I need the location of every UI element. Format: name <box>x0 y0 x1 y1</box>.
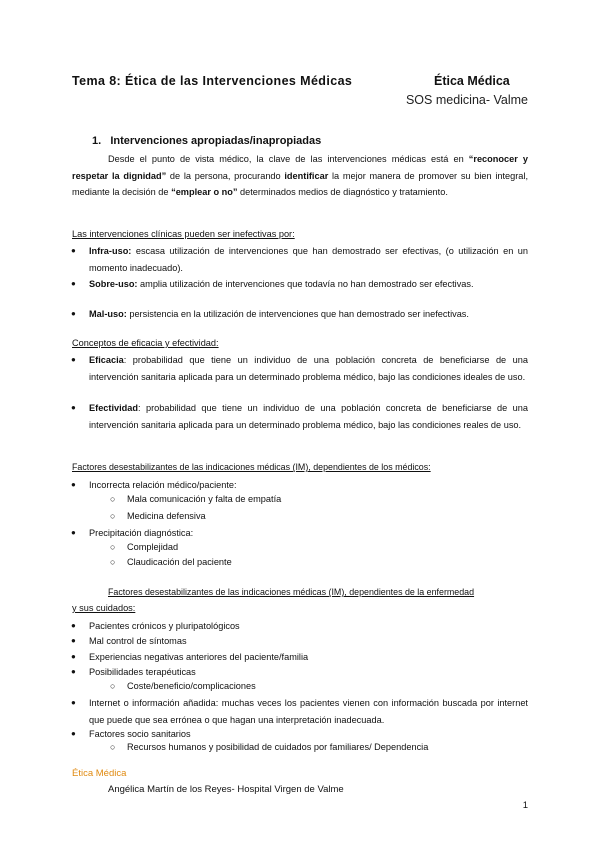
factors-disease-heading-cont: y sus cuidados: <box>72 603 136 613</box>
item-text: : probabilidad que tiene un individuo de una población concreta de beneficiarse de una intervención sanitaria aplicada para un determinado problema médico, bajo las condiciones ideales de uso. <box>89 355 528 382</box>
circle-bullet-icon: ○ <box>110 511 116 521</box>
item-text: escasa utilización de intervenciones que han demostrado ser efectivas, (o utilización en un momento inadecuado). <box>89 246 528 273</box>
item-text: persistencia en la utilización de intervenciones que han demostrado ser inefectivas. <box>126 309 469 319</box>
list-item <box>71 633 528 650</box>
bullet-icon: ● <box>71 698 76 707</box>
sub-list-item <box>110 681 256 691</box>
list-item <box>71 477 528 494</box>
item-text: Recursos humanos y posibilidad de cuidados por familiares/ Dependencia <box>127 742 429 752</box>
item-text: Posibilidades terapéuticas <box>89 667 196 677</box>
sub-list-item <box>110 511 206 521</box>
list-item <box>71 243 528 276</box>
factors-doctors-heading: Factores desestabilizantes de las indicaciones médicas (IM), dependientes de los médicos: <box>72 462 431 472</box>
item-text: Precipitación diagnóstica: <box>89 528 194 538</box>
list-item <box>71 726 528 743</box>
list-item <box>71 695 528 728</box>
item-text: Complejidad <box>127 542 179 552</box>
item-text: Experiencias negativas anteriores del paciente/familia <box>89 652 309 662</box>
footer-brand: Ética Médica <box>72 768 127 779</box>
bullet-icon: ● <box>71 667 76 676</box>
bullet-icon: ● <box>71 636 76 645</box>
circle-bullet-icon: ○ <box>110 681 116 691</box>
bullet-icon: ● <box>71 652 76 661</box>
list-item <box>71 400 528 433</box>
circle-bullet-icon: ○ <box>110 542 116 552</box>
intro-text: de la persona, procurando <box>166 170 285 181</box>
intro-bold: identificar <box>284 170 329 181</box>
bullet-icon: ● <box>71 246 76 255</box>
item-text: amplia utilización de intervenciones que todavía no han demostrado ser efectivas. <box>137 279 474 289</box>
sub-list-item <box>110 494 282 504</box>
item-text: Coste/beneficio/complicaciones <box>127 681 256 691</box>
footer-author: Angélica Martín de los Reyes- Hospital Virgen de Valme <box>108 784 344 795</box>
section-title: Intervenciones apropiadas/inapropiadas <box>110 135 322 147</box>
item-term: Infra-uso: <box>89 246 132 256</box>
ineffective-heading: Las intervenciones clínicas pueden ser inefectivas por: <box>72 229 295 239</box>
factors-disease-heading: Factores desestabilizantes de las indicaciones médicas (IM), dependientes de la enfermedad <box>108 587 475 597</box>
page-number: 1 <box>522 800 528 811</box>
header-subtitle: SOS medicina- Valme <box>405 93 528 107</box>
bullet-icon: ● <box>71 355 76 364</box>
intro-bold: “emplear o no” <box>171 187 238 197</box>
circle-bullet-icon: ○ <box>110 494 116 504</box>
document-title: Tema 8: Ética de las Intervenciones Médicas <box>72 74 353 88</box>
sub-list-item <box>110 542 179 552</box>
intro-text: determinados medios de diagnóstico y tratamiento. <box>237 187 448 197</box>
item-text: Mal control de síntomas <box>89 636 187 646</box>
list-item <box>71 352 528 385</box>
bullet-icon: ● <box>71 528 76 537</box>
intro-bold: “reconocer y respetar la dignidad” <box>72 154 528 181</box>
item-text: Mala comunicación y falta de empatía <box>127 494 282 504</box>
bullet-icon: ● <box>71 309 76 318</box>
concepts-heading: Conceptos de eficacia y efectividad: <box>72 338 219 348</box>
bullet-icon: ● <box>71 279 76 288</box>
bullet-icon: ● <box>71 729 76 738</box>
item-text: : probabilidad que tiene un individuo de una población concreta de beneficiarse de una intervención sanitaria aplicada para un determinado problema médico, bajo las condiciones reales de uso. <box>89 403 528 430</box>
item-term: Eficacia <box>89 355 124 365</box>
sub-list-item <box>110 557 232 567</box>
bullet-icon: ● <box>71 480 76 489</box>
intro-paragraph <box>72 151 528 201</box>
intro-text: Desde el punto de vista médico, la clave de las intervenciones médicas está en <box>108 154 469 164</box>
item-text: Pacientes crónicos y pluripatológicos <box>89 621 240 631</box>
list-item <box>71 664 528 681</box>
list-item <box>71 276 528 293</box>
item-text: Internet o información añadida: muchas veces los pacientes vienen con información buscada por internet que puede que sea errónea o que hagan una interpretación inadecuada. <box>89 698 528 725</box>
item-term: Mal-uso: <box>89 309 127 319</box>
item-text: Factores socio sanitarios <box>89 729 191 739</box>
circle-bullet-icon: ○ <box>110 742 116 752</box>
list-item <box>71 525 528 542</box>
bullet-icon: ● <box>71 403 76 412</box>
item-text: Medicina defensiva <box>127 511 206 521</box>
section-number: 1. <box>92 135 102 147</box>
circle-bullet-icon: ○ <box>110 557 116 567</box>
item-term: Sobre-uso: <box>89 279 138 289</box>
list-item <box>71 306 528 323</box>
bullet-icon: ● <box>71 621 76 630</box>
sub-list-item <box>110 742 429 752</box>
intro-text: la mejor manera de promover su bien integral, mediante la decisión de <box>72 170 529 197</box>
item-term: Efectividad <box>89 403 139 413</box>
header-brand: Ética Médica <box>434 74 510 88</box>
section-heading <box>92 135 321 147</box>
item-text: Incorrecta relación médico/paciente: <box>89 480 237 490</box>
item-text: Claudicación del paciente <box>127 557 232 567</box>
